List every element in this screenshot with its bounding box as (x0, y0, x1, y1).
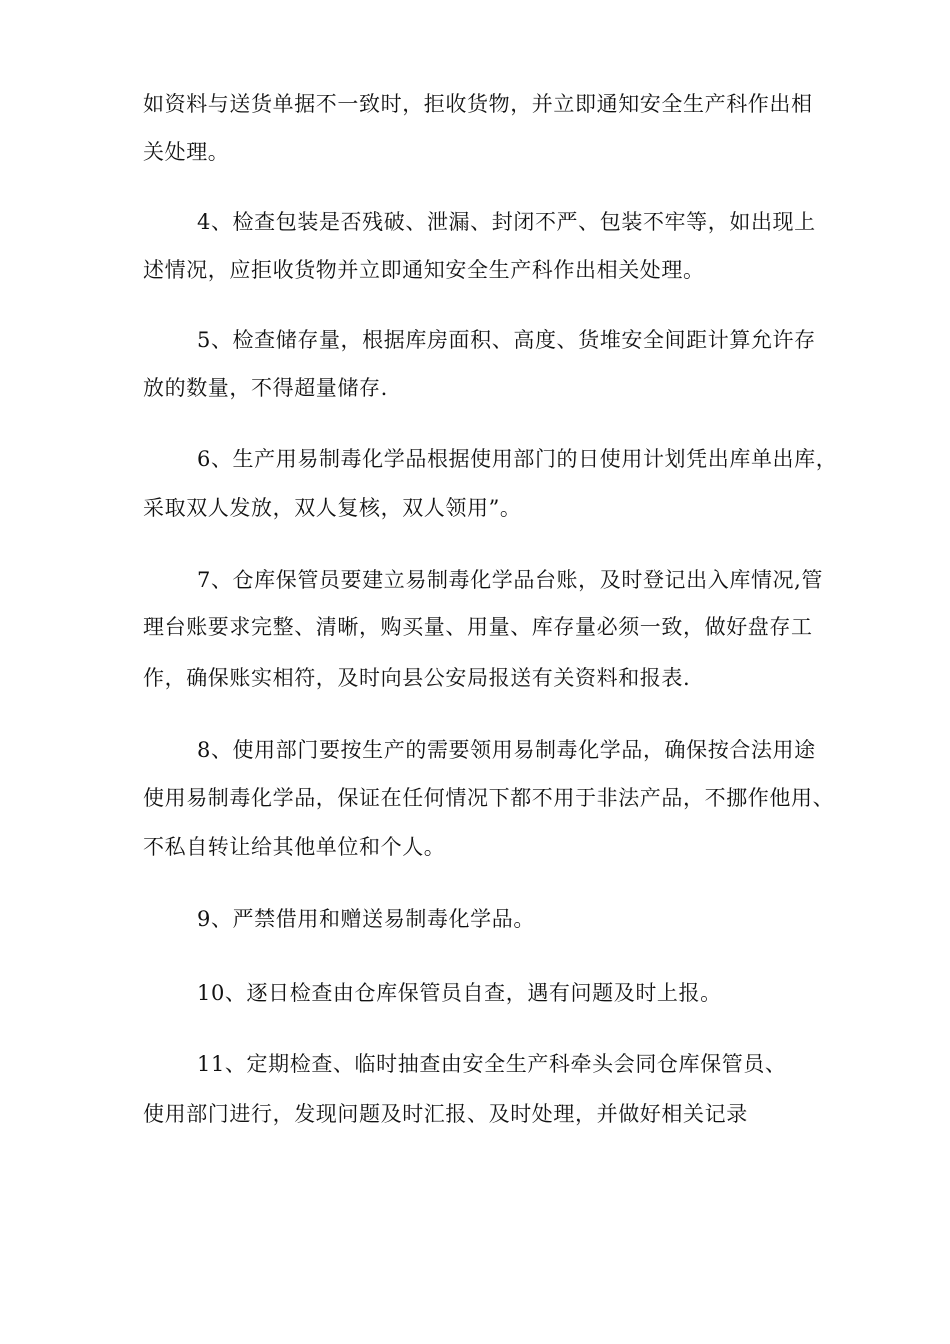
paragraph-5-line-2: 放的数量，不得超量储存. (143, 376, 388, 400)
paragraph-8-line-1: 8、使用部门要按生产的需要领用易制毒化学品，确保按合法用途 (197, 738, 816, 762)
paragraph-8-line-3: 不私自转让给其他单位和个人。 (143, 835, 446, 859)
text-line: 如资料与送货单据不一致时，拒收货物，并立即通知安全生产科作出相 (143, 92, 813, 116)
paragraph-4-line-1: 4、检查包装是否残破、泄漏、封闭不严、包装不牢等，如出现上 (197, 210, 816, 234)
paragraph-11-line-2: 使用部门进行，发现问题及时汇报、及时处理，并做好相关记录 (143, 1102, 748, 1126)
paragraph-7-line-1: 7、仓库保管员要建立易制毒化学品台账，及时登记出入库情况,管 (197, 568, 824, 592)
paragraph-11-line-1: 11、定期检查、临时抽查由安全生产科牵头会同仓库保管员、 (197, 1052, 787, 1076)
paragraph-10-line-1: 10、逐日检查由仓库保管员自查，遇有问题及时上报。 (197, 981, 722, 1005)
paragraph-8-line-2: 使用易制毒化学品，保证在任何情况下都不用于非法产品，不挪作他用、 (143, 786, 835, 810)
paragraph-4-line-2: 述情况，应拒收货物并立即通知安全生产科作出相关处理。 (143, 258, 705, 282)
paragraph-6-line-2: 采取双人发放，双人复核，双人领用”。 (143, 496, 522, 520)
paragraph-9-line-1: 9、严禁借用和赠送易制毒化学品。 (197, 907, 535, 931)
paragraph-7-line-2: 理台账要求完整、清晰，购买量、用量、库存量必须一致，做好盘存工 (143, 615, 813, 639)
paragraph-5-line-1: 5、检查储存量，根据库房面积、高度、货堆安全间距计算允许存 (197, 328, 816, 352)
text-line: 关处理。 (143, 140, 230, 164)
paragraph-6-line-1: 6、生产用易制毒化学品根据使用部门的日使用计划凭出库单出库， (197, 447, 838, 471)
paragraph-7-line-3: 作，确保账实相符，及时向县公安局报送有关资料和报表. (143, 666, 691, 690)
